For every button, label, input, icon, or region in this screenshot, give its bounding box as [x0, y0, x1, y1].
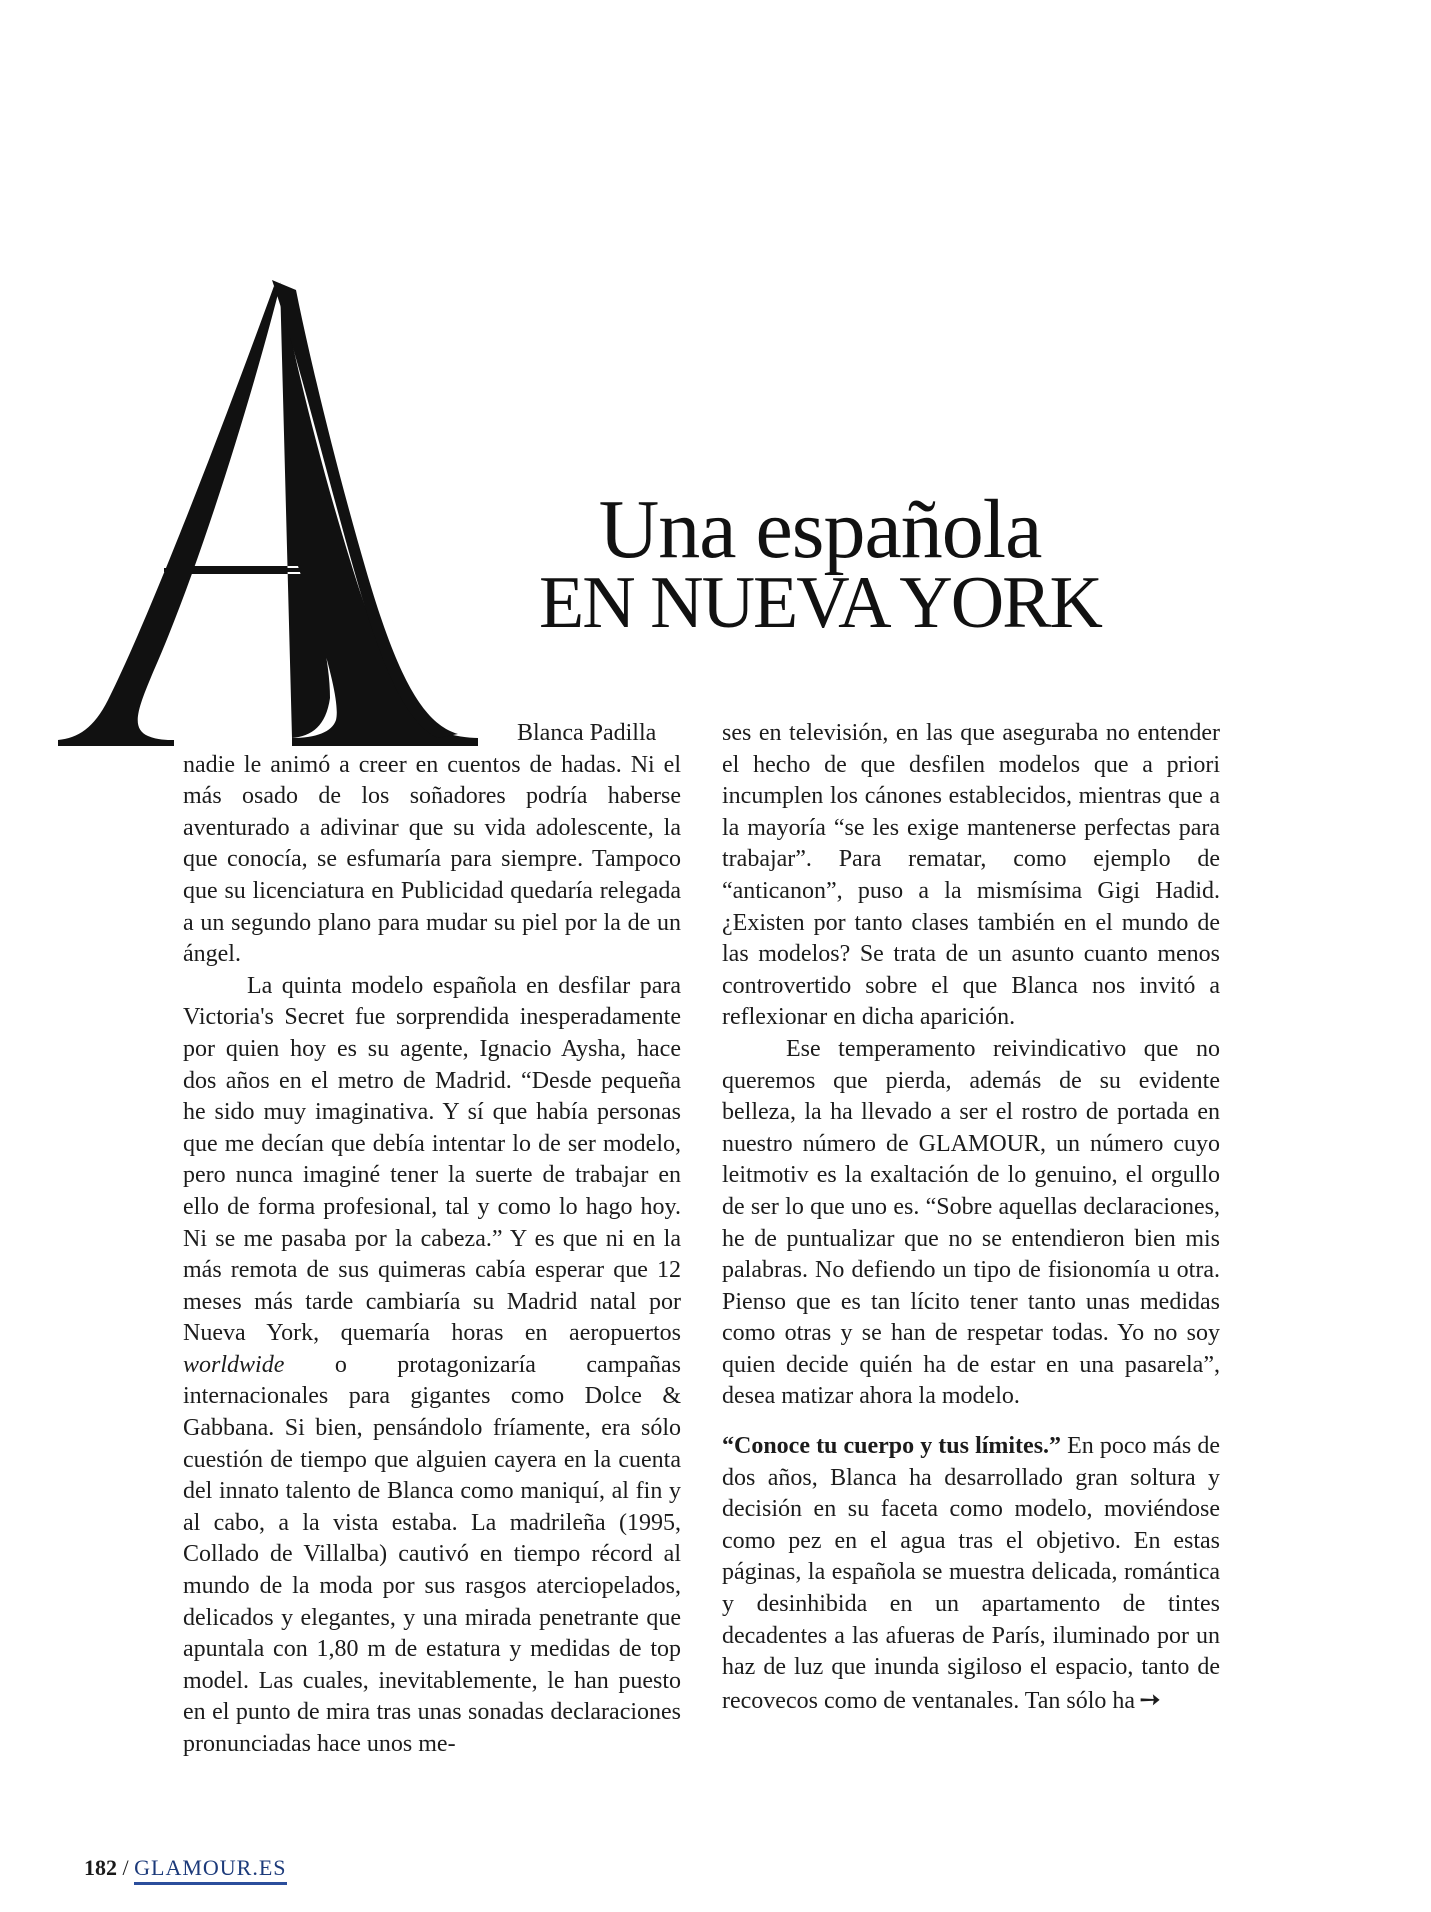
footer-separator: /: [122, 1855, 129, 1880]
paragraph-text: o protagonizaría campañas internacionales para gigantes como Dolce & Gabbana. Si bien, pensándolo fríamente, era sólo cuestión de tiempo que alguien cayera en la cuenta del innato talento de Blanca como maniquí, al fin y al cabo, a la vista estaba. La madrileña (1995, Collado de Villalba) cautivó en tiempo récord al mundo de la moda por sus rasgos aterciopelados, delicados y elegantes, y una mirada penetrante que apuntala con 1,80 m de estatura y medidas de top model. Las cuales, inevitablemente, le han puesto en el punto de mira tras unas sonadas declaraciones pronunciadas hace unos me-: [183, 1351, 682, 1757]
paragraph: ses en televisión, en las que aseguraba no entender el hecho de que desfilen modelos que a priori incumplen los cánones establecidos, mientras que a la mayoría “se les exige mantenerse perfectas para trabajar”. Para rematar, como ejemplo de “anticanon”, puso a la mismísima Gigi Hadid. ¿Existen por tanto clases también en el mundo de las modelos? Se trata de un asunto cuanto menos controvertido sobre el que Blanca nos invitó a reflexionar en dicha aparición.: [722, 720, 1220, 1031]
page-footer: [84, 1855, 287, 1881]
paragraph: Ese temperamento reivindicativo que no queremos que pierda, además de su evidente belleza, la ha llevado a ser el rostro de portada en nuestro número de GLAMOUR, un número cuyo leitmotiv es la exaltación de lo genuino, el orgullo de ser lo que uno es. “Sobre aquellas declaraciones, he de puntualizar que no se entendieron bien mis palabras. No defiendo un tipo de fisionomía u otra. Pienso que es tan lícito tener tanto unas medidas como otras y se han de respetar todas. Yo no soy quien decide quién ha de estar en una pasarela”, desea matizar ahora la modelo.: [722, 1035, 1220, 1410]
italic-term: worldwide: [183, 1351, 285, 1378]
article-column-1: [183, 718, 681, 1761]
dropcap-letter-a: [58, 280, 518, 750]
paragraph: [183, 971, 681, 1761]
continue-arrow-icon: ➙: [1139, 1684, 1161, 1714]
site-name: GLAMOUR.ES: [134, 1855, 286, 1885]
paragraph: [183, 718, 681, 971]
headline-line-2: EN NUEVA YORK: [539, 562, 1101, 644]
paragraph-text: En poco más de dos años, Blanca ha desarrollado gran soltura y decisión en su faceta como modelo, moviéndose como pez en el agua tras el objetivo. En estas páginas, la española se muestra delicada, romántica y desinhibida en un apartamento de tintes decadentes a las afueras de París, iluminado por un haz de luz que inunda sigiloso el espacio, tanto de recovecos como de ventanales. Tan sólo ha: [722, 1433, 1221, 1714]
headline-line-1: Una española: [598, 483, 1042, 576]
paragraph-text: La quinta modelo española en desfilar para Victoria's Secret fue sorprendida inesperadamente por quien hoy es su agente, Ignacio Aysha, hace dos años en el metro de Madrid. “Desde pequeña he sido muy imaginativa. Y sí que había personas que me decían que debía intentar lo de ser modelo, pero nunca imaginé tener la suerte de trabajar en ello de forma profesional, tal y como lo hago hoy. Ni se me pasaba por la cabeza.” Y es que ni en la más remota de sus quimeras cabía esperar que 12 meses más tarde cambiaría su Madrid natal por Nueva York, quemaría horas en aeropuertos: [183, 972, 681, 1347]
article-column-2: [722, 718, 1220, 1717]
paragraph-text: nadie le animó a creer en cuentos de hadas. Ni el más osado de los soñadores podría haberse aventurado a adivinar que su vida adolescente, la que conocía, se esfumaría para siempre. Tampoco que su licenciatura en Publicidad quedaría relegada a un segundo plano para mudar su piel por la de un ángel.: [183, 751, 681, 968]
paragraph: [722, 1431, 1220, 1717]
subheading: “Conoce tu cuerpo y tus límites.”: [722, 1433, 1062, 1460]
lead-in: Blanca Padilla: [517, 720, 657, 746]
page-number: 182: [84, 1855, 117, 1880]
